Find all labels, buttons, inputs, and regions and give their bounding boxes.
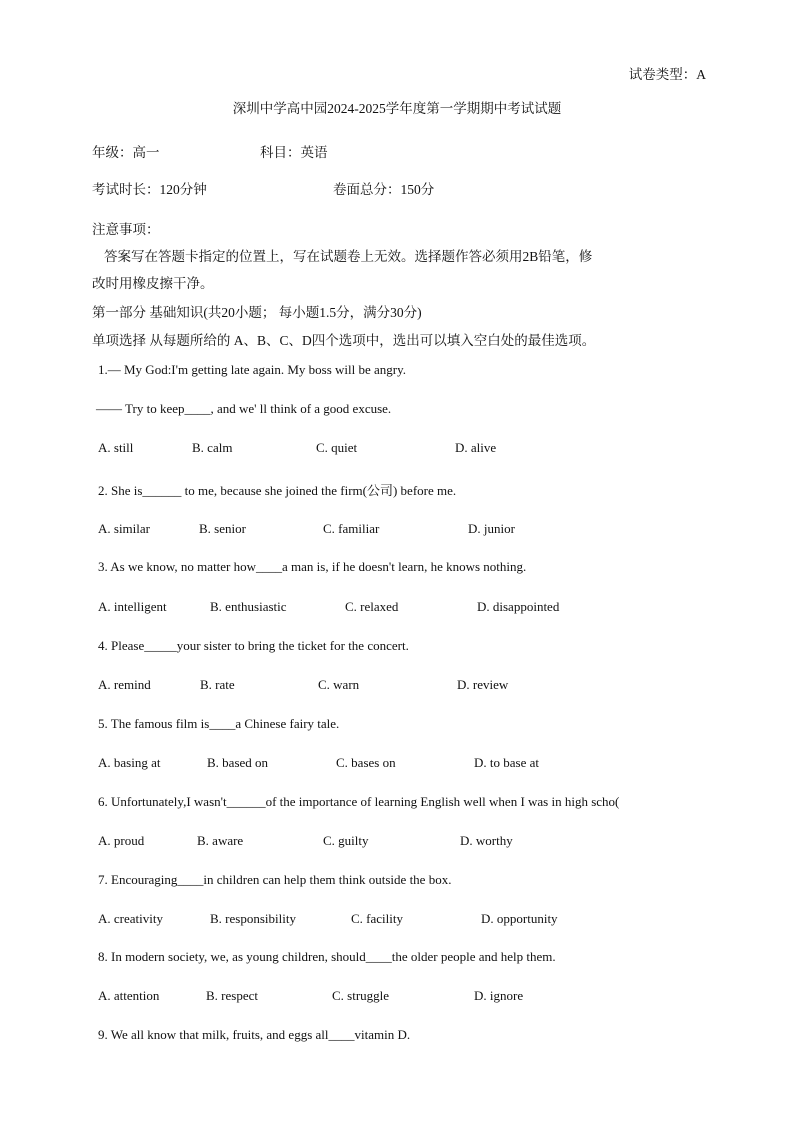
question-3-option-b: B. enthusiastic (210, 599, 287, 614)
duration-label: 考试时长：120分钟 (92, 182, 207, 197)
section-instruction: 单项选择 从每题所给的 A、B、C、D四个选项中，选出可以填入空白处的最佳选项。 (92, 333, 596, 348)
exam-type: 试卷类型：A (628, 67, 706, 82)
question-7-option-c: C. facility (351, 911, 403, 926)
question-8-stem: 8. In modern society, we, as young children, should____the older people and help them. (98, 949, 556, 964)
grade-label: 年级：高一 (92, 145, 160, 160)
question-4-option-b: B. rate (200, 677, 235, 692)
question-2-option-d: D. junior (468, 521, 515, 536)
question-4-stem: 4. Please_____your sister to bring the ticket for the concert. (98, 638, 409, 653)
question-4-option-a: A. remind (98, 677, 151, 692)
section-heading: 第一部分 基础知识(共20小题； 每小题1.5分，满分30分) (92, 305, 422, 320)
question-6-option-b: B. aware (197, 833, 244, 848)
question-8-option-a: A. attention (98, 988, 160, 1003)
question-6-option-a: A. proud (98, 833, 145, 848)
question-1-option-d: D. alive (455, 440, 497, 455)
question-5-stem: 5. The famous film is____a Chinese fairy tale. (98, 716, 340, 731)
question-6-option-d: D. worthy (460, 833, 513, 848)
page-title: 深圳中学高中园2024-2025学年度第一学期期中考试试题 (232, 101, 562, 116)
notice-line-1: 答案写在答题卡指定的位置上，写在试题卷上无效。选择题作答必须用2B铅笔，修 (104, 249, 593, 264)
notice-heading: 注意事项： (92, 222, 160, 237)
question-7-option-b: B. responsibility (210, 911, 296, 926)
question-3-option-c: C. relaxed (345, 599, 399, 614)
question-2-option-c: C. familiar (323, 521, 380, 536)
question-5-option-b: B. based on (207, 755, 269, 770)
question-1-option-b: B. calm (192, 440, 233, 455)
total-score-label: 卷面总分：150分 (333, 182, 435, 197)
question-3-option-a: A. intelligent (98, 599, 167, 614)
question-5-option-c: C. bases on (336, 755, 396, 770)
question-7-option-d: D. opportunity (481, 911, 558, 926)
question-6-option-c: C. guilty (323, 833, 369, 848)
question-1-option-c: C. quiet (316, 440, 358, 455)
question-1-stem: 1.— My God:I'm getting late again. My boss will be angry. (98, 362, 407, 377)
question-5-option-a: A. basing at (98, 755, 161, 770)
question-2-stem: 2. She is______ to me, because she joined the firm(公司) before me. (98, 483, 457, 498)
question-2-option-a: A. similar (98, 521, 150, 536)
question-8-option-b: B. respect (206, 988, 258, 1003)
question-3-stem: 3. As we know, no matter how____a man is, if he doesn't learn, he knows nothing. (98, 559, 527, 574)
question-9-stem: 9. We all know that milk, fruits, and eggs all____vitamin D. (98, 1027, 411, 1042)
question-2-option-b: B. senior (199, 521, 246, 536)
question-8-option-d: D. ignore (474, 988, 524, 1003)
question-5-option-d: D. to base at (474, 755, 539, 770)
notice-line-2: 改时用橡皮擦干净。 (92, 276, 214, 291)
question-1-option-a: A. still (98, 440, 134, 455)
question-4-option-c: C. warn (318, 677, 360, 692)
question-3-option-d: D. disappointed (477, 599, 560, 614)
question-1-stem-reply: —— Try to keep____, and we' ll think of a good excuse. (96, 401, 392, 416)
question-7-stem: 7. Encouraging____in children can help them think outside the box. (98, 872, 452, 887)
subject-label: 科目：英语 (260, 145, 328, 160)
question-8-option-c: C. struggle (332, 988, 390, 1003)
question-7-option-a: A. creativity (98, 911, 163, 926)
question-6-stem: 6. Unfortunately,I wasn't______of the importance of learning English well when I was in high scho( (98, 794, 620, 809)
question-4-option-d: D. review (457, 677, 509, 692)
